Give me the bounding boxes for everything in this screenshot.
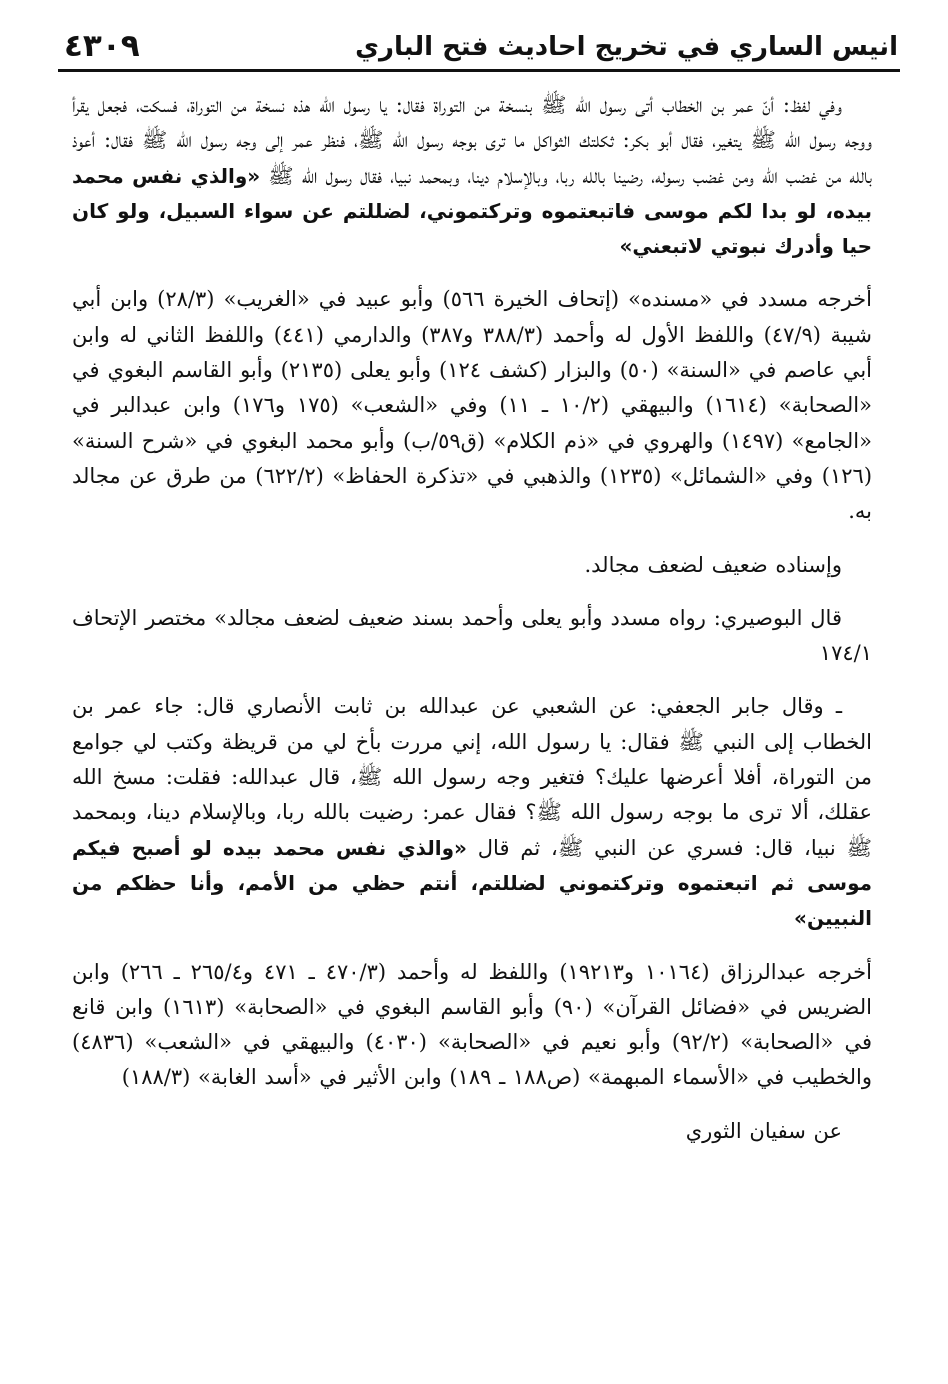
page-header <box>58 22 900 72</box>
grading-text: وإسناده ضعيف لضعف مجالد. <box>584 552 842 577</box>
hadith-quote: «والذي نفس محمد بيده، لو بدا لكم موسى فاتبعتموه وتركتموني، لضللتم عن سواء السبيل، ولو كان حيا وأدرك نبوتي لاتبعني» <box>72 163 872 259</box>
page-number: ٤٣٠٩ <box>64 28 140 64</box>
takhrij-text: أخرجه عبدالرزاق (١٠١٦٤ و١٩٢١٣) واللفظ له وأحمد (٤٧٠/٣ ـ ٤٧١ و٢٦٥/٤ ـ ٢٦٦) وابن الضريس في «فضائل القرآن» (٩٠) وأبو القاسم البغوي في «الصحابة» (١٦١٣) وابن قانع في «الصحابة» (٩٢/٢) وأبو نعيم في «الصحابة» (٤٠٣٠) والبيهقي في «الشعب» (٤٨٣٦) والخطيب في «الأسماء المبهمة» (ص١٨٨ ـ ١٨٩) وابن الأثير في «أسد الغابة» (١٨٨/٣) <box>72 959 872 1090</box>
paragraph-takhrij-1 <box>72 282 872 529</box>
busiri-text: قال البوصيري: رواه مسدد وأبو يعلى وأحمد بسند ضعيف لضعف مجالد» مختصر الإتحاف ١٧٤/١ <box>72 605 872 666</box>
paragraph-takhrij-2 <box>72 955 872 1096</box>
paragraph-grading <box>72 548 872 583</box>
hadith-narration: وفي لفظ: أنّ عمر بن الخطاب أتى رسول الله ﷺ بنسخة من التوراة فقال: يا رسول الله هذه نسخة من التوراة، فسكت، فجعل يقرأ ووجه رسول الله ﷺ يتغير، فقال أبو بكر: ثكلتك الثواكل ما ترى بوجه رسول الله ﷺ، فنظر عمر إلى وجه رسول الله ﷺ فقال: أعوذ بالله من غضب الله ومن غضب رسوله، رضينا بالله ربا، وبالإسلام دينا، وبمحمد نبيا، فقال رسول الله ﷺ <box>72 93 872 188</box>
takhrij-text: أخرجه مسدد في «مسنده» (إتحاف الخيرة ٥٦٦) وأبو عبيد في «الغريب» (٢٨/٣) وابن أبي شيبة (٤٧/٩) واللفظ الأول له وأحمد (٣٨٨/٣ و٣٨٧) والدارمي (٤٤١) واللفظ الثاني له وابن أبي عاصم في «السنة» (٥٠) والبزار (كشف ١٢٤) وأبو يعلى (٢١٣٥) وأبو القاسم البغوي في «الصحابة» (١٦١٤) والبيهقي (١٠/٢ ـ ١١) وفي «الشعب» (١٧٥ و١٧٦) وابن عبدالبر في «الجامع» (١٤٩٧) والهروي في «ذم الكلام» (ق٥٩/ب) وأبو محمد البغوي في «شرح السنة» (١٢٦) وفي «الشمائل» (١٢٣٥) والذهبي في «تذكرة الحفاظ» (٦٢٢/٢) من طرق عن مجالد به. <box>72 287 873 524</box>
page-body <box>72 88 872 1149</box>
paragraph-hadith-text-2 <box>72 689 872 936</box>
hadith-narration: ـ وقال جابر الجعفي: عن الشعبي عن عبدالله بن ثابت الأنصاري قال: جاء عمر بن الخطاب إلى النبي ﷺ فقال: يا رسول الله، إني مررت بأخ لي من قريظة وكتب لي جوامع من التوراة، أفلا أعرضها عليك؟ فتغير وجه رسول الله ﷺ، قال عبدالله: فقلت: مسخ الله عقلك، ألا ترى ما بوجه رسول الله ﷺ؟ فقال عمر: رضيت بالله ربا، وبالإسلام دينا، وبمحمد ﷺ نبيا، قال: فسري عن النبي ﷺ، ثم قال <box>72 694 872 860</box>
paragraph-sufyan <box>72 1114 872 1149</box>
header-rule <box>58 69 900 72</box>
running-title: انيس الساري في تخريج احاديث فتح الباري <box>355 32 898 62</box>
paragraph-hadith-text-1 <box>72 88 872 264</box>
paragraph-busiri-quote <box>72 601 872 672</box>
chain-text: عن سفيان الثوري <box>685 1118 842 1143</box>
hadith-quote: «والذي نفس محمد بيده لو أصبح فيكم موسى ثم اتبعتموه وتركتموني لضللتم، أنتم حظي من الأمم، وأنا حظكم من النبيين» <box>72 835 872 931</box>
